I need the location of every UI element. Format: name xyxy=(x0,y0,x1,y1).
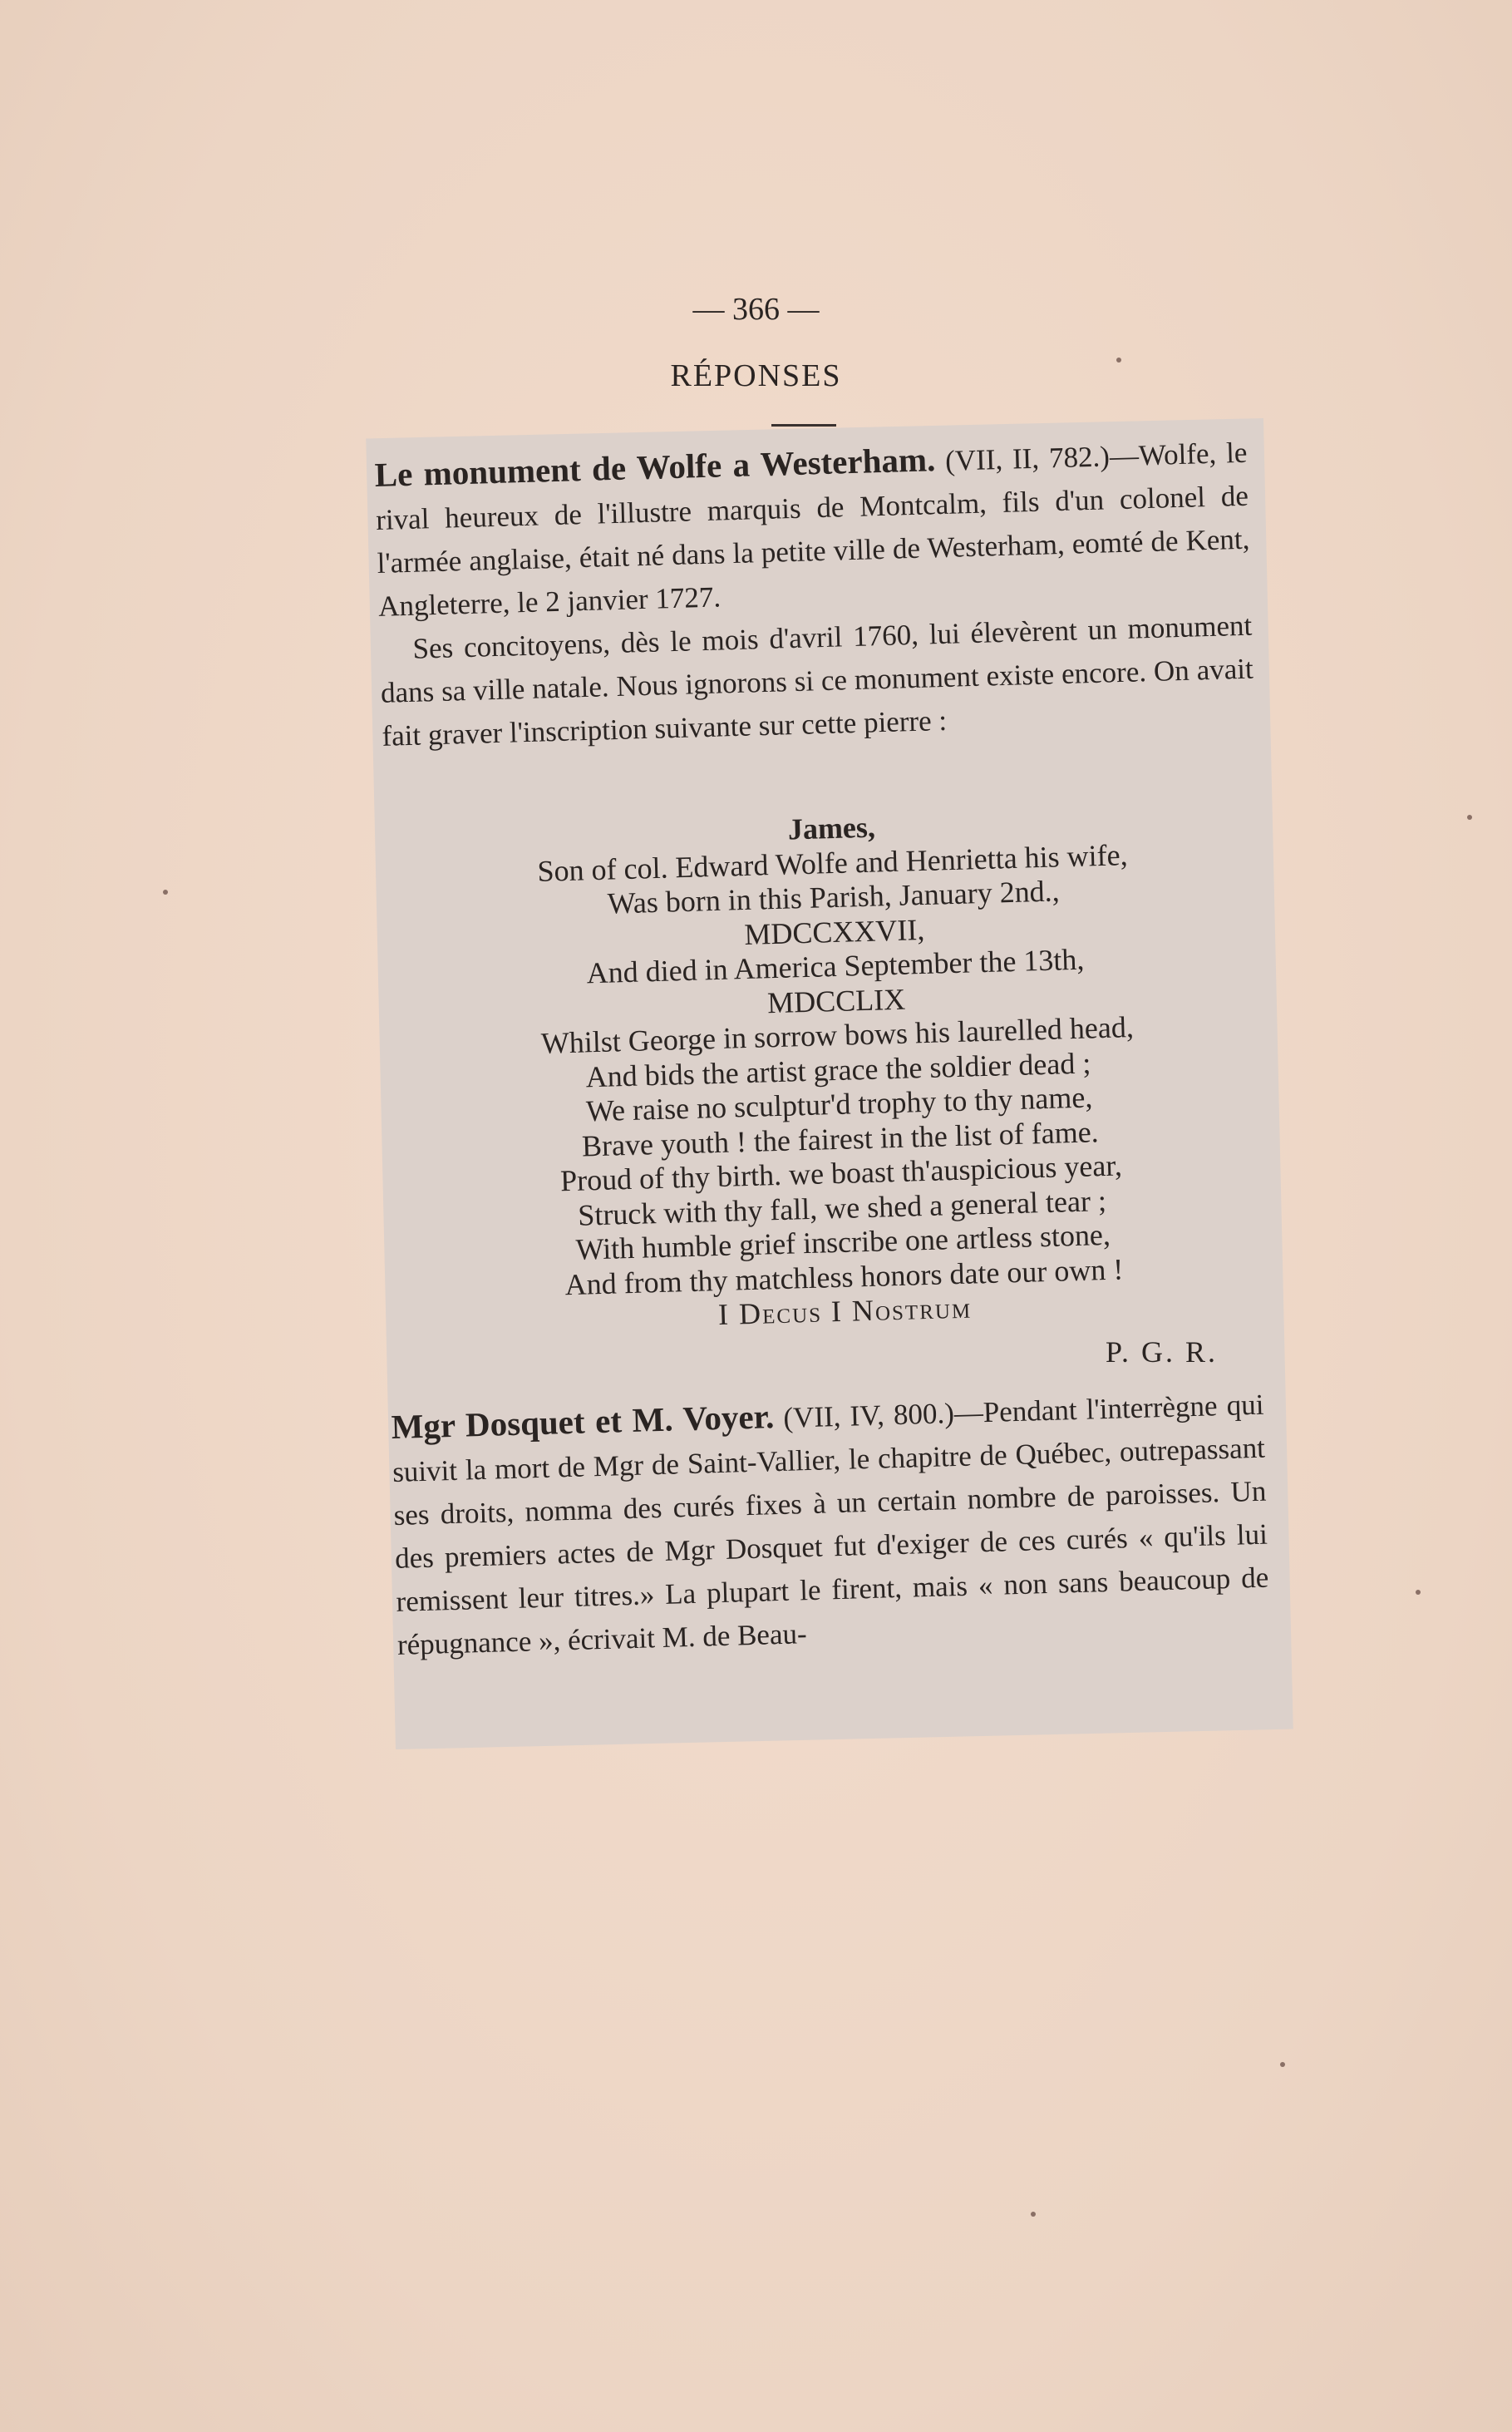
article-dosquet-text: (VII, IV, 800.)—Pendant l'interrègne qui suivit la mort de Mgr de Saint-Vallier, le chapitre de Québec, outrepassant ses droits, nomma des curés fixes à un certain nombre de paroisses. Un des premiers actes de Mgr Dosquet fut d'exiger de ces curés « qu'ils lui remissent leur titres.» La plupart le firent, mais « non sans beaucoup de répugnance », écrivait M. de Beau- xyxy=(392,1388,1269,1661)
signature: P. G. R. xyxy=(1106,1335,1219,1369)
section-title: RÉPONSES xyxy=(670,358,842,393)
inscription-line: Proud of thy birth. we boast th'auspicious year, xyxy=(559,1148,1123,1198)
title-rule xyxy=(771,424,836,427)
inscription-line: Was born in this Parish, January 2nd., xyxy=(607,874,1061,920)
paper-speck xyxy=(1031,2212,1036,2217)
inscription-line: MDCCXXVII, xyxy=(743,912,925,951)
inscription-line: James, xyxy=(787,810,876,846)
inscription xyxy=(416,800,1261,1340)
paper-speck xyxy=(1280,2062,1285,2067)
paper-speck xyxy=(163,890,168,895)
inscription-line: And died in America September the 13th, xyxy=(586,942,1085,990)
page-number: — 366 — xyxy=(692,292,820,327)
article-wolfe-headline: Le monument de Wolfe a Westerham. xyxy=(374,440,936,494)
inscription-line: Son of col. Edward Wolfe and Henrietta his wife, xyxy=(536,837,1129,888)
inscription-line: Struck with thy fall, we shed a general tear ; xyxy=(577,1183,1107,1232)
article-wolfe-paragraph-1 xyxy=(374,429,1251,629)
article-wolfe-monument xyxy=(374,429,1255,758)
inscription-line: We raise no sculptur'd trophy to thy name, xyxy=(585,1080,1093,1128)
inscription-line: MDCCLIX xyxy=(766,982,906,1019)
article-wolfe-lead: (VII, II, 782.)—Wolfe, le rival heureux de l'illustre marquis de Montcalm, fils d'un colonel de l'armée anglaise, était né dans la petite ville de Westerham, eomté de Kent, Angleterre, le 2 janvier 1727. xyxy=(375,436,1250,623)
paper-speck xyxy=(1116,358,1121,363)
paper-speck xyxy=(1467,815,1472,820)
inscription-line: With humble grief inscribe one artless stone, xyxy=(575,1217,1111,1266)
article-wolfe-paragraph-2: Ses concitoyens, dès le mois d'avril 1760, lui élevèrent un monument dans sa ville natale. Nous ignorons si ce monument existe encore. On avait fait graver l'inscription suivante sur cette pierre : xyxy=(380,609,1254,752)
inscription-line: And bids the artist grace the soldier dead ; xyxy=(585,1045,1091,1093)
inscription-line: Whilst George in sorrow bows his laurelled head, xyxy=(540,1009,1135,1060)
inscription-line: Brave youth ! the fairest in the list of fame. xyxy=(581,1114,1100,1163)
article-dosquet-voyer xyxy=(391,1381,1270,1667)
article-dosquet-headline: Mgr Dosquet et M. Voyer. xyxy=(391,1397,775,1446)
inscription-motto: I Decus I Nostrum xyxy=(717,1290,973,1332)
paper-speck xyxy=(1416,1590,1421,1595)
article-dosquet-paragraph xyxy=(391,1381,1270,1667)
inscription-line: And from thy matchless honors date our own ! xyxy=(564,1251,1124,1301)
